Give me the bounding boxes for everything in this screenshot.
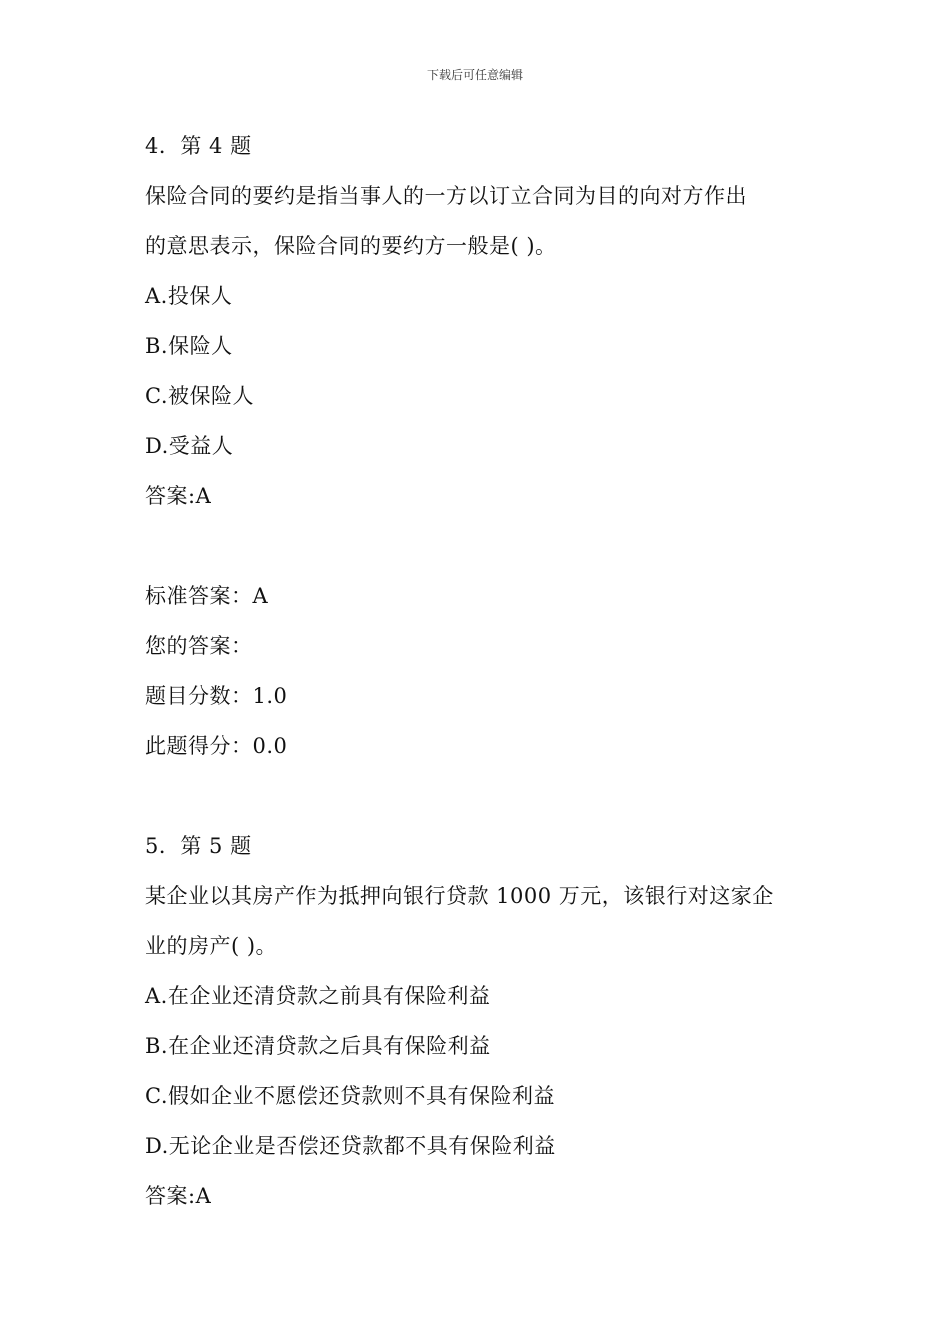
question-points: 题目分数：1.0 <box>145 684 288 708</box>
question-stem-line: 业的房产( )。 <box>145 934 278 958</box>
standard-answer: 标准答案：A <box>145 584 269 608</box>
your-answer: 您的答案： <box>145 634 253 658</box>
question-5 <box>145 821 825 1221</box>
question-stem-line: 保险合同的要约是指当事人的一方以订立合同为目的向对方作出 <box>145 184 747 208</box>
spacer <box>145 521 825 571</box>
option-d: D.无论企业是否偿还贷款都不具有保险利益 <box>145 1134 556 1158</box>
option-a: A.在企业还清贷款之前具有保险利益 <box>145 984 491 1008</box>
option-c: C.假如企业不愿偿还贷款则不具有保险利益 <box>145 1084 555 1108</box>
page-header-note: 下载后可任意编辑 <box>426 68 523 82</box>
question-number: 5．第 5 题 <box>145 834 252 858</box>
option-b: B.保险人 <box>145 334 233 358</box>
option-b: B.在企业还清贷款之后具有保险利益 <box>145 1034 491 1058</box>
option-c: C.被保险人 <box>145 384 254 408</box>
answer-line: 答案:A <box>145 484 212 508</box>
option-a: A.投保人 <box>145 284 233 308</box>
question-stem-line: 的意思表示，保险合同的要约方一般是( )。 <box>145 234 557 258</box>
question-4 <box>145 121 825 771</box>
question-number: 4．第 4 题 <box>145 134 252 158</box>
option-d: D.受益人 <box>145 434 234 458</box>
answer-line: 答案:A <box>145 1184 212 1208</box>
spacer <box>145 771 825 821</box>
document-body <box>145 121 825 1221</box>
question-stem-line: 某企业以其房产作为抵押向银行贷款 1000 万元，该银行对这家企 <box>145 884 774 908</box>
question-score: 此题得分：0.0 <box>145 734 288 758</box>
